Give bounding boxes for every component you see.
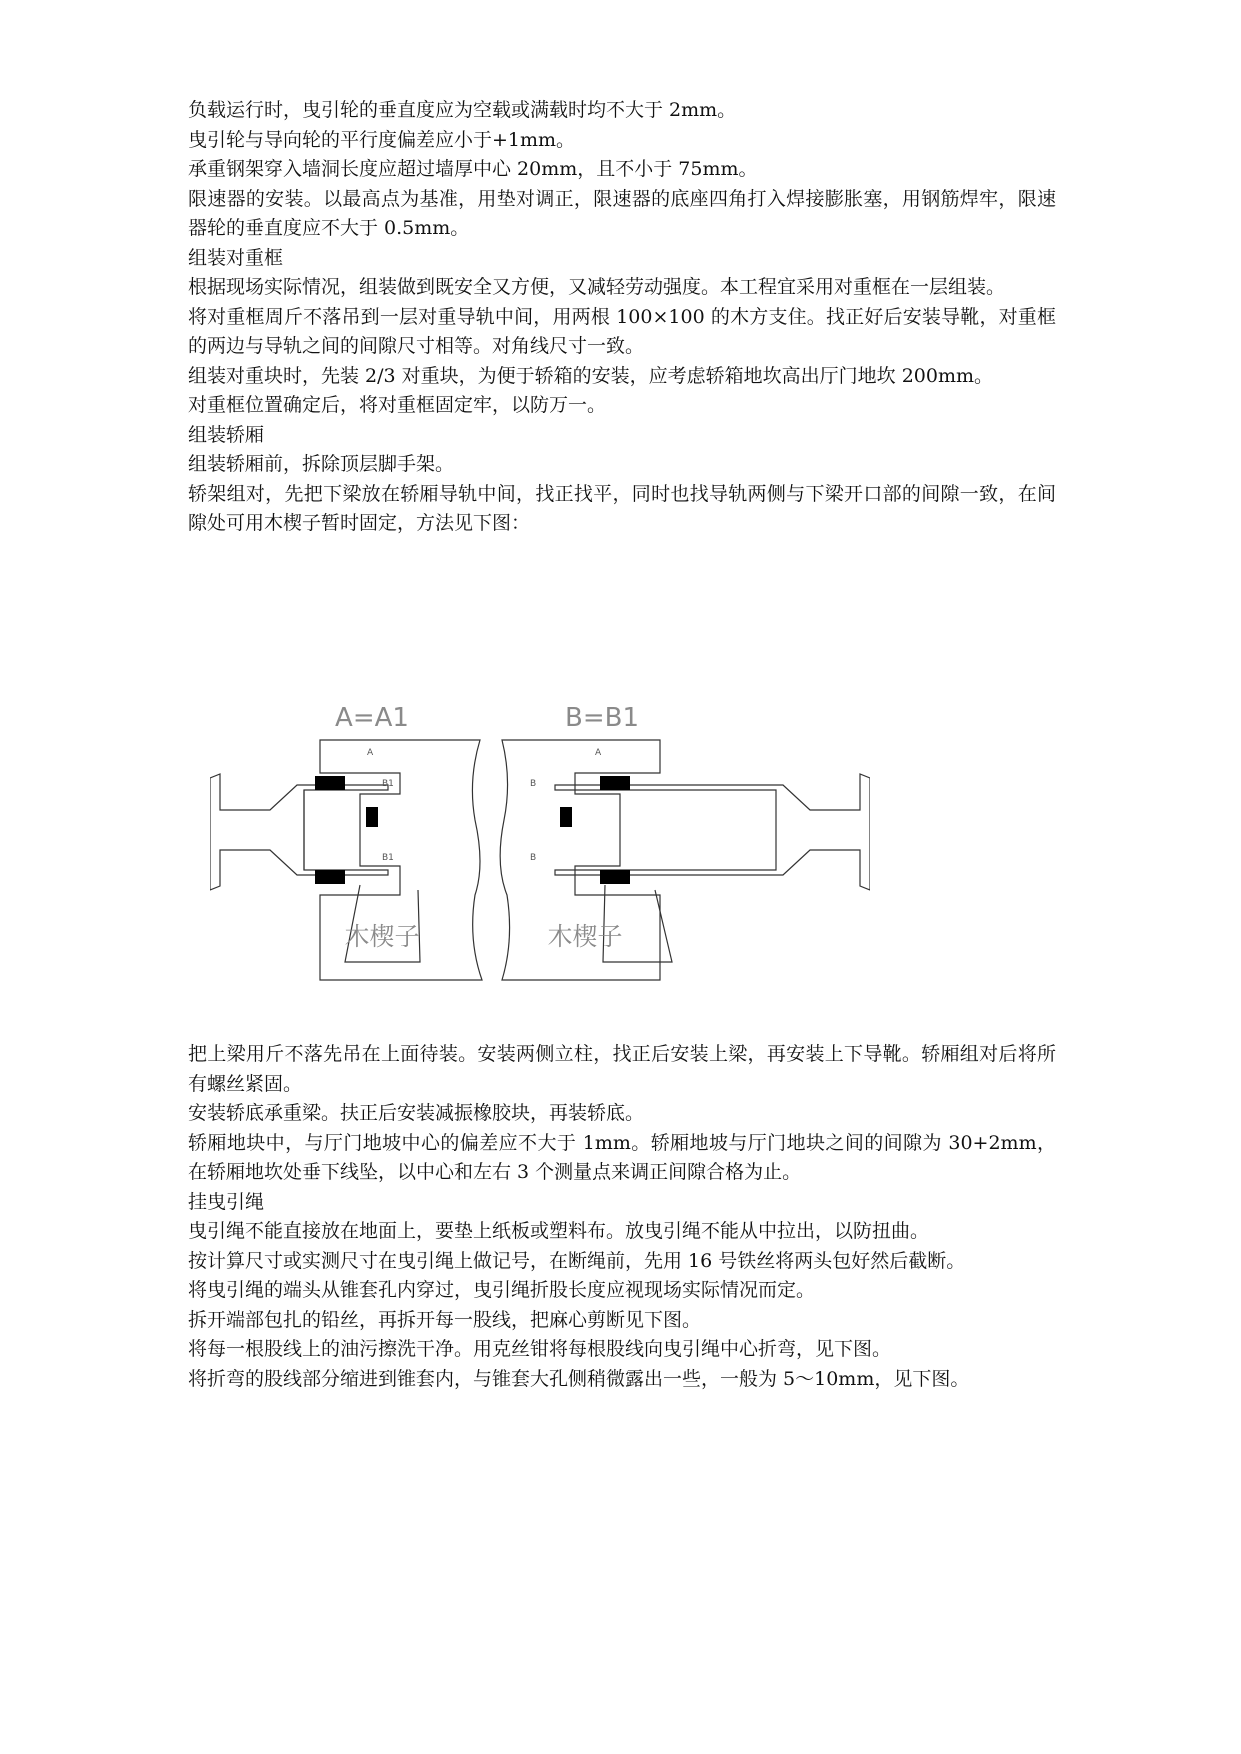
left-dim-a: A: [367, 748, 374, 758]
section-heading: 挂曳引绳: [188, 1190, 265, 1213]
diagram-svg: [210, 690, 870, 1015]
left-wedge-top: [315, 776, 345, 790]
right-dim-b-top: B: [530, 779, 537, 789]
left-guide-rail: [210, 774, 388, 890]
wedge-installation-diagram: [210, 690, 870, 1015]
paragraph: 组装轿厢前，拆除顶层脚手架。: [188, 453, 455, 475]
paragraph: 对重框位置确定后，将对重框固定牢，以防万一。: [188, 394, 607, 416]
left-wedge-side: [366, 807, 378, 827]
right-wedge-top: [600, 776, 630, 790]
paragraph: 按计算尺寸或实测尺寸在曳引绳上做记号，在断绳前，先用 16 号铁丝将两头包好然后截断。: [188, 1249, 966, 1272]
paragraph: 将折弯的股线部分缩进到锥套内，与锥套大孔侧稍微露出一些，一般为 5～10mm，见下图。: [188, 1367, 970, 1390]
paragraph: 曳引绳不能直接放在地面上，要垫上纸板或塑料布。放曳引绳不能从中拉出，以防扭曲。: [188, 1220, 930, 1242]
left-dim-b1-bottom: B1: [382, 853, 394, 863]
section-heading: 组装对重框: [188, 246, 284, 269]
text-section-top: [188, 96, 1056, 539]
paragraph: 轿架组对，先把下梁放在轿厢导轨中间，找正找平，同时也找导轨两侧与下梁开口部的间隙一致，在间隙处可用木楔子暂时固定，方法见下图：: [188, 482, 1056, 534]
left-wedge-label: 木楔子: [344, 922, 420, 951]
text-section-bottom: [188, 1040, 1056, 1394]
paragraph: 将每一根股线上的油污擦洗干净。用克丝钳将每根股线向曳引绳中心折弯，见下图。: [188, 1338, 892, 1360]
paragraph: 曳引轮与导向轮的平行度偏差应小于+1mm。: [188, 128, 576, 151]
paragraph: 轿厢地块中，与厅门地坡中心的偏差应不大于 1mm。轿厢地坡与厅门地块之间的间隙为 30+2mm，在轿厢地坎处垂下线坠，以中心和左右 3 个测量点来调正间隙合格为止。: [188, 1131, 1056, 1183]
right-diagram-title: B=B1: [564, 703, 640, 733]
right-wedge-bottom: [600, 870, 630, 884]
right-wedge-side: [560, 807, 572, 827]
paragraph: 拆开端部包扎的铅丝，再拆开每一股线，把麻心剪断见下图。: [188, 1308, 702, 1331]
paragraph: 把上梁用斤不落先吊在上面待装。安装两侧立柱，找正后安装上梁，再安装上下导靴。轿厢组对后将所有螺丝紧固。: [188, 1043, 1056, 1095]
left-wedge-bottom: [315, 870, 345, 884]
paragraph: 负载运行时，曳引轮的垂直度应为空载或满载时均不大于 2mm。: [188, 99, 737, 121]
paragraph: 限速器的安装。以最高点为基准，用垫对调正，限速器的底座四角打入焊接膨胀塞，用钢筋焊牢，限速器轮的垂直度应不大于 0.5mm。: [188, 187, 1056, 239]
section-heading: 组装轿厢: [188, 423, 265, 446]
paragraph: 安装轿底承重梁。扶正后安装减振橡胶块，再装轿底。: [188, 1102, 645, 1124]
paragraph: 承重钢架穿入墙洞长度应超过墙厚中心 20mm，且不小于 75mm。: [188, 158, 758, 180]
paragraph: 根据现场实际情况，组装做到既安全又方便，又减轻劳动强度。本工程宜采用对重框在一层组装。: [188, 276, 1006, 298]
paragraph: 将对重框周斤不落吊到一层对重导轨中间，用两根 100×100 的木方支住。找正好后安装导靴，对重框的两边与导轨之间的间隙尺寸相等。对角线尺寸一致。: [188, 305, 1056, 357]
paragraph: 将曳引绳的端头从锥套孔内穿过，曳引绳折股长度应视现场实际情况而定。: [188, 1279, 816, 1301]
right-dim-a: A: [595, 748, 602, 758]
paragraph: 组装对重块时，先装 2/3 对重块，为便于轿箱的安装，应考虑轿箱地坎高出厅门地坎 200mm。: [188, 364, 993, 387]
right-wedge-label: 木楔子: [547, 922, 623, 951]
right-dim-b-bottom: B: [530, 853, 537, 863]
left-diagram-title: A=A1: [335, 703, 409, 733]
left-dim-b1-top: B1: [382, 779, 394, 789]
